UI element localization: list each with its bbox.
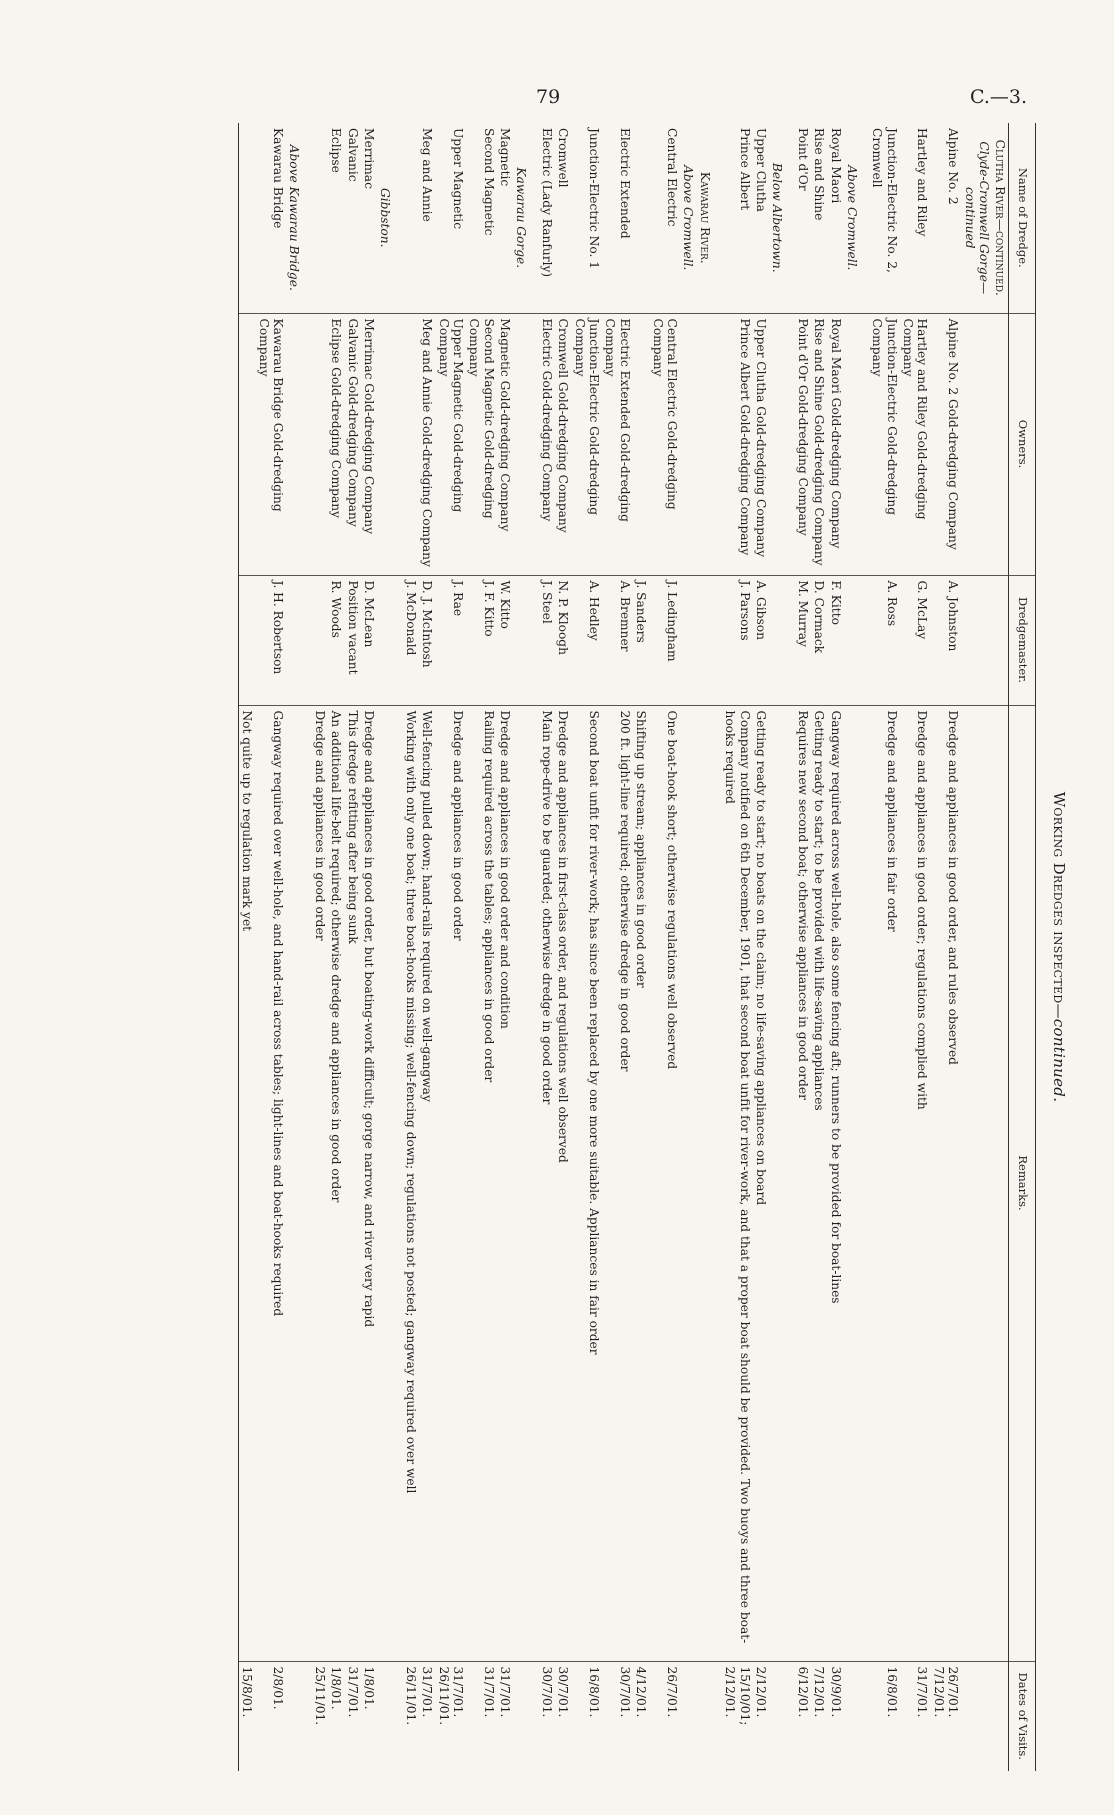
spacer-cell: [713, 705, 722, 1661]
section-heading: Clyde-Cromwell Gorge—continued: [962, 141, 992, 295]
visit-date-cell: 25/11/01.: [311, 1661, 327, 1771]
spacer-cell: [302, 1661, 311, 1771]
remarks-cell: Second boat unfit for river-work; has since been replaced by one more suitable. Appliances in fair order: [571, 705, 602, 1661]
spacer-cell: [393, 313, 402, 575]
section-heading: Gibbston.: [378, 188, 393, 248]
owner-cell: Eclipse Gold-dredging Company: [328, 313, 344, 575]
spacer-cell: [713, 575, 722, 705]
table-row: [900, 123, 931, 1771]
empty-cell: [961, 1661, 992, 1771]
dredgemaster-cell: J. Sanders: [633, 575, 649, 705]
dredge-name-cell: Upper Clutha: [753, 128, 768, 212]
owner-cell: Upper Clutha Gold-dredging Company: [753, 313, 769, 575]
visit-date-cell: 26/7/01.: [649, 1661, 680, 1771]
spacer-cell: [302, 705, 311, 1661]
remarks-cell: Dredge and appliances in good order, and rules observed: [930, 705, 961, 1661]
empty-cell: [696, 1661, 712, 1771]
visit-date-cell: 30/9/01.: [827, 1661, 843, 1771]
empty-cell: [513, 1661, 529, 1771]
spacer-row: [860, 123, 869, 1771]
owner-cell: Kawarau Bridge Gold-dredging Company: [255, 313, 286, 575]
section-heading-row: [696, 123, 712, 1771]
remarks-cell: This dredge refitting after being sunk: [344, 705, 360, 1661]
table-row: [722, 123, 753, 1771]
dredge-name-cell: [311, 123, 327, 313]
table-row: [238, 123, 255, 1771]
empty-cell: [992, 1661, 1009, 1771]
remarks-cell: Working with only one boat; three boat-hooks missing; well-fencing down; regulations not posted; gangway required over well: [402, 705, 418, 1661]
dredgemaster-cell: A. Gibson: [753, 575, 769, 705]
table-row: [649, 123, 680, 1771]
section-heading-row: [992, 123, 1009, 1771]
table-row: [311, 123, 327, 1771]
table-row: [328, 123, 344, 1771]
rotated-table-block: [68, 123, 1068, 1771]
remarks-cell: Not quite up to regulation mark yet: [238, 705, 255, 1661]
spacer-cell: [530, 705, 539, 1661]
table-row: [466, 123, 497, 1771]
visit-date-cell: 30/7/01.: [602, 1661, 633, 1771]
spacer-cell: [302, 575, 311, 705]
table-row: [255, 123, 286, 1771]
dredge-name-cell: [633, 123, 649, 313]
table-title-caps: Working Dredges inspected: [1050, 791, 1068, 1004]
remarks-cell: Dredge and appliances in good order: [435, 705, 466, 1661]
dredgemaster-cell: J. F. Kitto: [466, 575, 497, 705]
dredge-name-cell: [402, 123, 418, 313]
remarks-cell: Gangway required across well-hole, also some fencing aft; runners to be provided for boat-lines: [827, 705, 843, 1661]
dredge-name-cell: Merrimac: [361, 128, 376, 189]
visit-date-cell: 2/12/01.: [753, 1661, 769, 1771]
owner-cell: Merrimac Gold-dredging Company: [361, 313, 377, 575]
visit-date-cell: 4/12/01.: [633, 1661, 649, 1771]
visit-date-cell: 16/8/01.: [571, 1661, 602, 1771]
owner-cell: Meg and Annie Gold-dredging Company: [419, 313, 435, 575]
spacer-cell: [393, 705, 402, 1661]
owner-cell: Electric Extended Gold-dredging Company: [602, 313, 633, 575]
header-name: Name of Dredge.: [1009, 123, 1036, 313]
empty-cell: [377, 313, 393, 575]
empty-cell: [680, 313, 696, 575]
owner-cell: Alpine No. 2 Gold-dredging Company: [930, 313, 961, 575]
empty-cell: [992, 705, 1009, 1661]
spacer-cell: [530, 313, 539, 575]
table-row: [539, 123, 555, 1771]
visit-date-cell: 1/8/01.: [328, 1661, 344, 1771]
remarks-cell: Main rope-drive to be guarded; otherwise dredge in good order: [539, 705, 555, 1661]
remarks-cell: Shifting up stream; appliances in good order: [633, 705, 649, 1661]
remarks-cell: Getting ready to start; no boats on the claim; no life-saving appliances on board: [753, 705, 769, 1661]
visit-date-cell: 26/11/01.: [402, 1661, 418, 1771]
empty-cell: [680, 705, 696, 1661]
dredge-name-cell: Central Electric: [665, 128, 680, 227]
table-row: [344, 123, 360, 1771]
owner-cell: [402, 313, 418, 575]
remarks-cell: One boat-hook short; otherwise regulations well observed: [649, 705, 680, 1661]
empty-cell: [961, 575, 992, 705]
dredgemaster-cell: A. Ross: [869, 575, 900, 705]
remarks-cell: Gangway required over well-hole, and hand-rail across tables; light-lines and boat-hooks required: [255, 705, 286, 1661]
empty-cell: [844, 313, 860, 575]
spacer-cell: [713, 313, 722, 575]
remarks-cell: Railing required across the tables; appliances in good order: [466, 705, 497, 1661]
table-row: [753, 123, 769, 1771]
dredge-name-cell: Eclipse: [329, 128, 344, 173]
section-heading: Kawarau Gorge.: [514, 167, 529, 269]
header-dates: Dates of Visits.: [1009, 1661, 1036, 1771]
section-heading-row: [513, 123, 529, 1771]
section-heading: Above Kawarau Bridge.: [287, 144, 302, 291]
empty-cell: [377, 705, 393, 1661]
table-body: [238, 123, 1009, 1771]
remarks-cell: Well-fencing pulled down; hand-rails required on well-gangway: [419, 705, 435, 1661]
spacer-cell: [860, 575, 869, 705]
dredge-name-cell: Magnetic: [498, 128, 513, 187]
owner-cell: Junction-Electric Gold-dredging Company: [869, 313, 900, 575]
dredgemaster-cell: N. P. Kloogh: [555, 575, 571, 705]
empty-cell: [680, 1661, 696, 1771]
dredgemaster-cell: J. Parsons: [722, 575, 753, 705]
spacer-cell: [302, 313, 311, 575]
visit-date-cell: 15/8/01.: [238, 1661, 255, 1771]
dredge-name-cell: Galvanic: [345, 128, 360, 182]
empty-cell: [769, 1661, 785, 1771]
empty-cell: [696, 575, 712, 705]
remarks-cell: 200 ft. light-line required; otherwise dredge in good order: [602, 705, 633, 1661]
empty-cell: [696, 313, 712, 575]
spacer-cell: [785, 575, 794, 705]
dredge-name-cell: Alpine No. 2: [946, 128, 961, 205]
dredgemaster-cell: J. Ledingham: [649, 575, 680, 705]
dredgemaster-cell: F. Kitto: [827, 575, 843, 705]
spacer-cell: [785, 1661, 794, 1771]
table-row: [869, 123, 900, 1771]
owner-cell: Second Magnetic Gold-dredging Company: [466, 313, 497, 575]
remarks-cell: Dredge and appliances in fair order: [869, 705, 900, 1661]
table-row: [361, 123, 377, 1771]
dredgemaster-cell: M. Murray: [794, 575, 810, 705]
empty-cell: [513, 575, 529, 705]
empty-cell: [286, 313, 302, 575]
visit-date-cell: 31/7/01.: [900, 1661, 931, 1771]
remarks-cell: Dredge and appliances in good order; regulations complied with: [900, 705, 931, 1661]
section-heading-row: [844, 123, 860, 1771]
visit-date-cell: 30/7/01.: [555, 1661, 571, 1771]
visit-date-cell: 1/8/01.: [361, 1661, 377, 1771]
table-row: [930, 123, 961, 1771]
visit-date-cell: 7/12/01.: [811, 1661, 827, 1771]
remarks-cell: Company notified on 6th December, 1901, that second boat unfit for river-work, and that a proper boat should be provided. Two buoys and three boat-hooks required: [722, 705, 753, 1661]
section-heading: Above Cromwell.: [844, 165, 859, 271]
remarks-cell: An additional life-belt required; otherwise dredge and appliances in good order: [328, 705, 344, 1661]
owner-cell: Electric Gold-dredging Company: [539, 313, 555, 575]
empty-cell: [769, 313, 785, 575]
dredge-name-cell: Prince Albert: [737, 128, 752, 211]
dredgemaster-cell: [311, 575, 327, 705]
remarks-cell: Dredge and appliances in first-class order, and regulations well observed: [555, 705, 571, 1661]
owner-cell: [238, 313, 255, 575]
empty-cell: [769, 705, 785, 1661]
dredgemaster-cell: Position vacant: [344, 575, 360, 705]
visit-date-cell: 2/8/01.: [255, 1661, 286, 1771]
spacer-row: [302, 123, 311, 1771]
dredge-name-cell: Second Magnetic: [481, 128, 496, 236]
dredge-name-cell: Junction-Electric No. 2, Cromwell: [870, 128, 899, 273]
spacer-row: [393, 123, 402, 1771]
owner-cell: Central Electric Gold-dredging Company: [649, 313, 680, 575]
empty-cell: [696, 705, 712, 1661]
dredge-name-cell: Junction-Electric No. 1: [587, 128, 602, 269]
owner-cell: Prince Albert Gold-dredging Company: [722, 313, 753, 575]
dredgemaster-cell: D. McLean: [361, 575, 377, 705]
owner-cell: Hartley and Riley Gold-dredging Company: [900, 313, 931, 575]
table-row: [402, 123, 418, 1771]
dredge-name-cell: Upper Magnetic: [450, 128, 465, 230]
dredge-name-cell: Cromwell: [556, 128, 571, 188]
empty-cell: [513, 705, 529, 1661]
spacer-cell: [530, 123, 539, 313]
section-heading-row: [680, 123, 696, 1771]
page-number: 79: [536, 86, 561, 108]
owner-cell: [311, 313, 327, 575]
dredge-name-cell: Kawarau Bridge: [271, 128, 286, 229]
table-row: [555, 123, 571, 1771]
dredge-name-cell: Hartley and Riley: [915, 128, 930, 237]
empty-cell: [513, 313, 529, 575]
owner-cell: Galvanic Gold-dredging Company: [344, 313, 360, 575]
visit-date-cell: 6/12/01.: [794, 1661, 810, 1771]
empty-cell: [769, 575, 785, 705]
spacer-cell: [860, 123, 869, 313]
spacer-cell: [530, 575, 539, 705]
table-row: [435, 123, 466, 1771]
section-heading: Kawarau River.: [697, 171, 712, 264]
owner-cell: Point d'Or Gold-dredging Company: [794, 313, 810, 575]
remarks-cell: Dredge and appliances in good order and condition: [497, 705, 513, 1661]
remarks-cell: Getting ready to start; to be provided with life-saving appliances: [811, 705, 827, 1661]
table-row: [633, 123, 649, 1771]
empty-cell: [961, 705, 992, 1661]
empty-cell: [992, 313, 1009, 575]
dredgemaster-cell: J. Steel: [539, 575, 555, 705]
empty-cell: [844, 705, 860, 1661]
visit-date-cell: 15/10/01; 2/12/01.: [722, 1661, 753, 1771]
spacer-row: [713, 123, 722, 1771]
empty-cell: [680, 575, 696, 705]
dredgemaster-cell: D. J. McIntosh: [419, 575, 435, 705]
header-dredgemaster: Dredgemaster.: [1009, 575, 1036, 705]
visit-date-cell: 31/7/01.: [497, 1661, 513, 1771]
dredge-table: [238, 123, 1036, 1771]
empty-cell: [844, 1661, 860, 1771]
visit-date-cell: 31/7/01. 26/11/01.: [435, 1661, 466, 1771]
document-reference: C.—3.: [970, 86, 1028, 108]
empty-cell: [377, 1661, 393, 1771]
spacer-cell: [860, 1661, 869, 1771]
dredgemaster-cell: D. Cormack: [811, 575, 827, 705]
empty-cell: [377, 575, 393, 705]
spacer-cell: [713, 123, 722, 313]
owner-cell: Magnetic Gold-dredging Company: [497, 313, 513, 575]
spacer-cell: [393, 1661, 402, 1771]
dredgemaster-cell: J. Rae: [435, 575, 466, 705]
dredgemaster-cell: A. Hedley: [571, 575, 602, 705]
spacer-cell: [302, 123, 311, 313]
owner-cell: [633, 313, 649, 575]
spacer-cell: [860, 313, 869, 575]
remarks-cell: Dredge and appliances in good order: [311, 705, 327, 1661]
owner-cell: Junction-Electric Gold-dredging Company: [571, 313, 602, 575]
section-heading: Below Albertown.: [770, 162, 785, 273]
empty-cell: [844, 575, 860, 705]
dredge-name-cell: Electric Extended: [617, 128, 632, 239]
visit-date-cell: 31/7/01.: [419, 1661, 435, 1771]
visit-date-cell: 31/7/01.: [344, 1661, 360, 1771]
table-row: [419, 123, 435, 1771]
spacer-cell: [785, 123, 794, 313]
section-heading: Above Cromwell.: [681, 165, 696, 271]
dredge-name-cell: Electric (Lady Ranfurly): [539, 128, 554, 278]
visit-date-cell: 26/7/01. 7/12/01.: [930, 1661, 961, 1771]
empty-cell: [286, 1661, 302, 1771]
empty-cell: [961, 313, 992, 575]
owner-cell: Upper Magnetic Gold-dredging Company: [435, 313, 466, 575]
owner-cell: Cromwell Gold-dredging Company: [555, 313, 571, 575]
owner-cell: Royal Maori Gold-dredging Company: [827, 313, 843, 575]
spacer-row: [785, 123, 794, 1771]
section-heading: Clutha River—continued.: [993, 139, 1008, 296]
owner-cell: Rise and Shine Gold-dredging Company: [811, 313, 827, 575]
empty-cell: [286, 575, 302, 705]
dredgemaster-cell: R. Woods: [328, 575, 344, 705]
remarks-cell: Dredge and appliances in good order, but boating-work difficult; gorge narrow, and river very rapid: [361, 705, 377, 1661]
dredge-name-cell: Point d'Or: [795, 128, 810, 191]
dredgemaster-cell: [238, 575, 255, 705]
spacer-cell: [530, 1661, 539, 1771]
dredgemaster-cell: W. Kitto: [497, 575, 513, 705]
dredgemaster-cell: G. McLay: [900, 575, 931, 705]
empty-cell: [286, 705, 302, 1661]
table-title-suffix: —continued.: [1050, 1003, 1068, 1103]
dredgemaster-cell: J. H. Robertson: [255, 575, 286, 705]
spacer-cell: [393, 123, 402, 313]
spacer-cell: [785, 705, 794, 1661]
remarks-cell: Requires new second boat; otherwise appliances in good order: [794, 705, 810, 1661]
spacer-cell: [393, 575, 402, 705]
dredgemaster-cell: J. McDonald: [402, 575, 418, 705]
empty-cell: [992, 575, 1009, 705]
dredge-name-cell: Meg and Annie: [420, 128, 435, 222]
table-row: [794, 123, 810, 1771]
table-row: [827, 123, 843, 1771]
dredge-name-cell: Rise and Shine: [812, 128, 827, 221]
spacer-cell: [785, 313, 794, 575]
spacer-row: [530, 123, 539, 1771]
visit-date-cell: 30/7/01.: [539, 1661, 555, 1771]
dredgemaster-cell: A. Johnston: [930, 575, 961, 705]
section-heading-row: [377, 123, 393, 1771]
section-heading-row: [286, 123, 302, 1771]
table-row: [497, 123, 513, 1771]
spacer-cell: [860, 705, 869, 1661]
table-row: [602, 123, 633, 1771]
dredge-name-cell: Royal Maori: [828, 128, 843, 204]
table-title: [1050, 123, 1068, 1771]
table-row: [811, 123, 827, 1771]
section-heading-row: [769, 123, 785, 1771]
header-row: [1009, 123, 1036, 1771]
dredgemaster-cell: A. Bremner: [602, 575, 633, 705]
table-row: [571, 123, 602, 1771]
header-owners: Owners.: [1009, 313, 1036, 575]
dredge-name-cell: [238, 123, 255, 313]
visit-date-cell: 16/8/01.: [869, 1661, 900, 1771]
spacer-cell: [713, 1661, 722, 1771]
header-remarks: Remarks.: [1009, 705, 1036, 1661]
section-heading-row: [961, 123, 992, 1771]
visit-date-cell: 31/7/01.: [466, 1661, 497, 1771]
